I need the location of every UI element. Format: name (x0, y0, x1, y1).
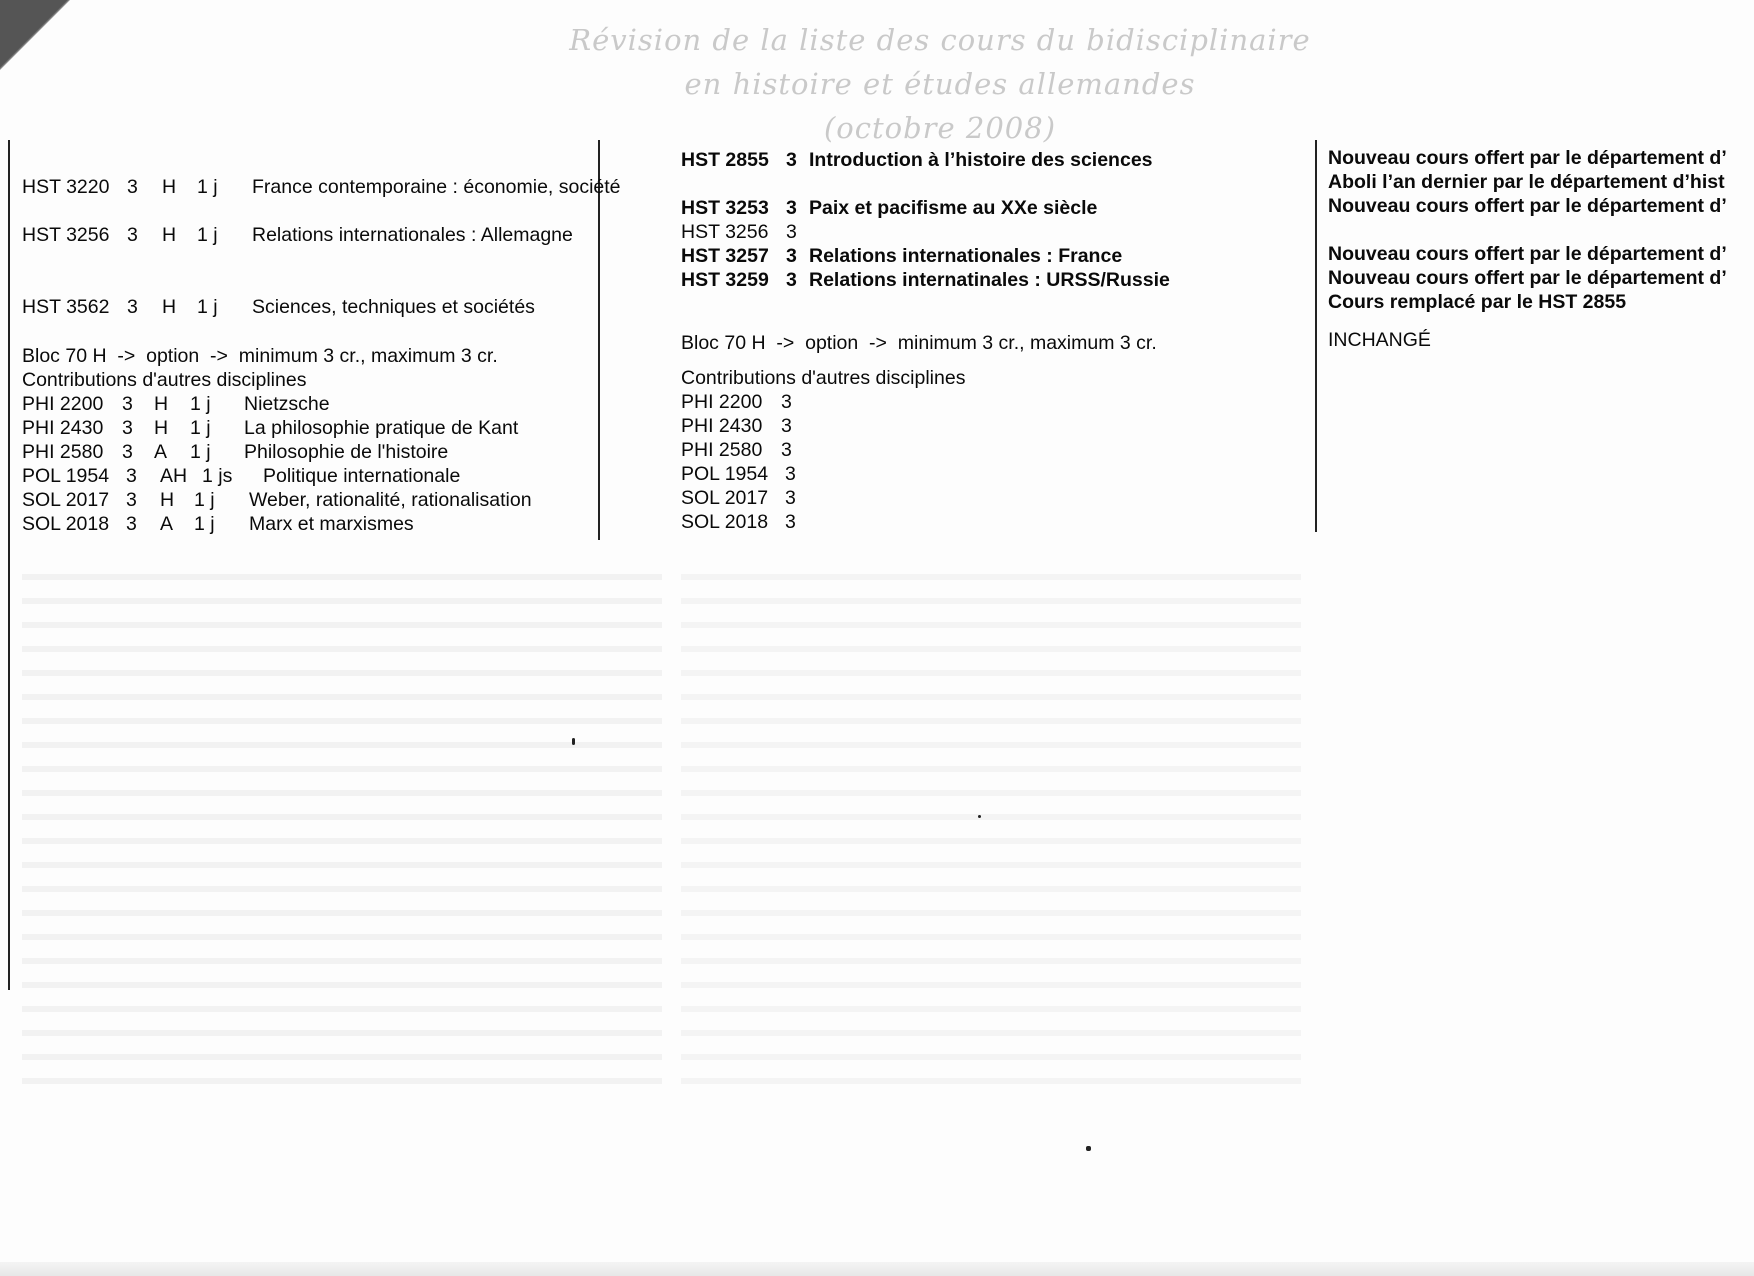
course-credits: 3 (786, 269, 797, 291)
course-title: La philosophie pratique de Kant (244, 417, 519, 439)
course-code: POL 1954 (22, 465, 110, 487)
course-schedule: 1 j (190, 417, 211, 439)
right-note: Nouveau cours offert par le département d’ (1328, 243, 1727, 265)
course-term: H (154, 417, 169, 439)
course-credits: 3 (786, 197, 797, 219)
right-note: Nouveau cours offert par le département d’ (1328, 267, 1727, 289)
course-credits: 3 (786, 221, 797, 243)
handwritten-heading (520, 18, 1360, 150)
course-title: Politique internationale (263, 465, 461, 487)
right-note: Nouveau cours offert par le département d’ (1328, 195, 1727, 217)
show-through-texture (22, 560, 662, 1100)
handwritten-heading-line-1: Révision de la liste des cours du bidisciplinaire (569, 23, 1311, 57)
course-credits: 3 (127, 224, 138, 246)
course-code: HST 3220 (22, 176, 110, 198)
course-code: SOL 2018 (681, 511, 769, 533)
course-code: SOL 2017 (681, 487, 769, 509)
course-code: HST 2855 (681, 149, 769, 171)
course-code: PHI 2430 (22, 417, 104, 439)
course-title: Relations internationales : France (809, 245, 1123, 267)
course-code: PHI 2580 (681, 439, 763, 461)
course-code: POL 1954 (681, 463, 769, 485)
course-term: H (162, 296, 177, 318)
course-credits: 3 (127, 176, 138, 198)
course-code: HST 3257 (681, 245, 769, 267)
course-code: PHI 2430 (681, 415, 763, 437)
course-schedule: 1 js (202, 465, 233, 487)
course-code: PHI 2200 (22, 393, 104, 415)
course-schedule: 1 j (190, 441, 211, 463)
left-bloc-line: Bloc 70 H -> option -> minimum 3 cr., maximum 3 cr. (22, 345, 498, 367)
course-credits: 3 (786, 245, 797, 267)
course-schedule: 1 j (190, 393, 211, 415)
course-credits: 3 (785, 463, 796, 485)
course-term: AH (160, 465, 188, 487)
ink-speck (1086, 1146, 1091, 1151)
right-note: Cours remplacé par le HST 2855 (1328, 291, 1627, 313)
course-code: HST 3253 (681, 197, 769, 219)
ink-speck (978, 815, 981, 818)
course-term: A (154, 441, 168, 463)
handwritten-heading-line-3: (octobre 2008) (823, 111, 1057, 145)
course-schedule: 1 j (197, 224, 218, 246)
right-column-divider (1315, 140, 1317, 532)
course-credits: 3 (126, 513, 137, 535)
course-code: HST 3562 (22, 296, 110, 318)
course-schedule: 1 j (194, 489, 215, 511)
right-column (1328, 0, 1754, 400)
course-title: Nietzsche (244, 393, 330, 415)
course-credits: 3 (126, 465, 137, 487)
course-code: PHI 2200 (681, 391, 763, 413)
course-credits: 3 (781, 439, 792, 461)
folded-corner (0, 0, 70, 70)
course-credits: 3 (122, 393, 133, 415)
course-credits: 3 (785, 487, 796, 509)
course-term: H (154, 393, 169, 415)
ink-speck (572, 738, 575, 745)
course-title: Marx et marxismes (249, 513, 414, 535)
course-title: Relations internatinales : URSS/Russie (809, 269, 1170, 291)
course-title: Introduction à l’histoire des sciences (809, 149, 1153, 171)
right-note: Aboli l’an dernier par le département d’hist (1328, 171, 1725, 193)
course-term: A (160, 513, 174, 535)
course-credits: 3 (781, 391, 792, 413)
course-title: Philosophie de l'histoire (244, 441, 449, 463)
course-code: HST 3256 (22, 224, 110, 246)
show-through-texture-middle (681, 560, 1301, 1100)
course-title: Weber, rationalité, rationalisation (249, 489, 532, 511)
middle-bloc-line: Bloc 70 H -> option -> minimum 3 cr., maximum 3 cr. (681, 332, 1157, 354)
course-title: Paix et pacifisme au XXe siècle (809, 197, 1098, 219)
course-credits: 3 (785, 511, 796, 533)
course-term: H (162, 224, 177, 246)
middle-column-divider (598, 140, 600, 540)
course-schedule: 1 j (194, 513, 215, 535)
left-contributions-heading: Contributions d'autres disciplines (22, 369, 307, 391)
course-title: Relations internationales : Allemagne (252, 224, 573, 246)
right-note: Nouveau cours offert par le département d’ (1328, 147, 1727, 169)
course-credits: 3 (122, 417, 133, 439)
course-schedule: 1 j (197, 296, 218, 318)
course-credits: 3 (126, 489, 137, 511)
course-credits: 3 (127, 296, 138, 318)
handwritten-heading-line-2: en histoire et études allemandes (684, 67, 1196, 101)
course-code: HST 3256 (681, 221, 769, 243)
course-code: SOL 2018 (22, 513, 110, 535)
course-title: France contemporaine : économie, société (252, 176, 621, 198)
course-credits: 3 (781, 415, 792, 437)
course-schedule: 1 j (197, 176, 218, 198)
course-title: Sciences, techniques et sociétés (252, 296, 535, 318)
course-term: H (160, 489, 175, 511)
right-note-unchanged: INCHANGÉ (1328, 329, 1431, 351)
course-term: H (162, 176, 177, 198)
course-code: SOL 2017 (22, 489, 110, 511)
course-code: PHI 2580 (22, 441, 104, 463)
course-credits: 3 (786, 149, 797, 171)
course-code: HST 3259 (681, 269, 769, 291)
scan-bottom-edge (0, 1262, 1754, 1276)
left-column-border (8, 140, 10, 990)
course-credits: 3 (122, 441, 133, 463)
middle-contributions-heading: Contributions d'autres disciplines (681, 367, 966, 389)
